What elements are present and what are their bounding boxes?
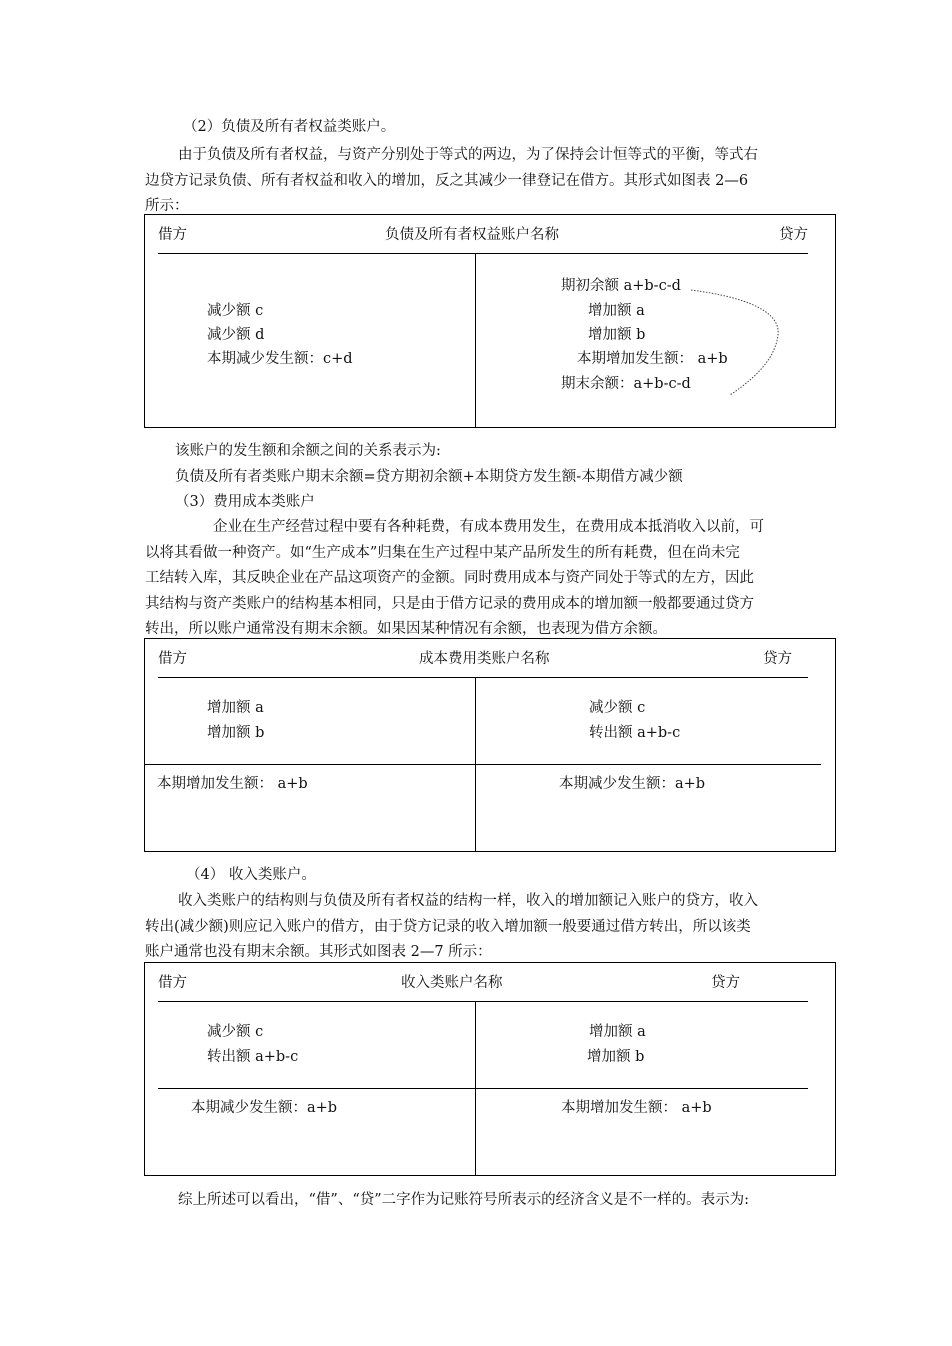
credit-label: 贷方 [779,227,808,243]
credit-entry: 转出额 a+b-c [589,725,681,741]
paragraph-line: 企业在生产经营过程中要有各种耗费，有成本费用发生，在费用成本抵消收入以前，可 [213,519,764,535]
debit-entry: 增加额 b [207,725,265,741]
account-title: 成本费用类账户名称 [419,651,550,667]
section-heading-3: （3）费用成本类账户 [175,494,315,510]
debit-label: 借方 [158,975,187,991]
credit-entry: 增加额 b [587,1049,645,1065]
paragraph-revenue-intro [145,889,851,966]
debit-total: 本期减少发生额：c+d [207,351,353,367]
paragraph-line: 其结构与资产类账户的结构基本相同，只是由于借方记录的费用成本的增加额一般都要通过贷方 [145,595,754,612]
account-title: 收入类账户名称 [401,975,503,991]
closing-sentence: 综上所述可以看出，“借”、“贷”二字作为记账符号所表示的经济含义是不一样的。表示为: [178,1192,750,1208]
debit-total: 本期增加发生额： a+b [157,776,308,792]
debit-entry: 减少额 c [207,1024,264,1040]
paragraph-line: 收入类账户的结构则与负债及所有者权益的结构一样，收入的增加额记入账户的贷方，收入 [178,893,758,909]
debit-entry: 增加额 a [207,700,264,716]
paragraph-line: 账户通常也没有期末余额。其形式如图表 2—7 所示： [145,944,492,960]
t-account-revenue [144,962,836,1176]
credit-entry: 增加额 a [588,303,645,319]
credit-label: 贷方 [763,651,792,667]
debit-label: 借方 [158,227,187,243]
opening-balance: 期初余额 a+b-c-d [561,278,681,294]
credit-entry: 增加额 b [588,327,646,343]
t-account-liability [144,214,836,428]
relation-formula: 负债及所有者类账户期末余额=贷方期初余额+本期贷方发生额-本期借方减少额 [175,469,683,485]
credit-total: 本期增加发生额： a+b [577,351,728,367]
closing-balance: 期末余额：a+b-c-d [561,376,691,392]
paragraph-line: 转出，所以账户通常没有期末余额。如果因某种情况有余额，也表现为借方余额。 [145,621,667,637]
credit-total: 本期减少发生额：a+b [559,776,706,792]
debit-entry: 减少额 c [207,303,264,319]
paragraph-line: 边贷方记录负债、所有者权益和收入的增加，反之其减少一律登记在借方。其形式如图表 2—6 [145,172,749,189]
debit-label: 借方 [158,651,187,667]
debit-entry: 转出额 a+b-c [207,1049,299,1065]
credit-entry: 增加额 a [589,1024,646,1040]
t-account-total-rule [145,764,821,765]
paragraph-liability-intro [145,143,851,220]
balance-flow-dotted-arrow [685,283,795,398]
paragraph-cost-intro [145,515,851,643]
debit-entry: 减少额 d [207,327,265,343]
section-heading-4: （4） 收入类账户。 [186,867,316,883]
debit-total: 本期减少发生额：a+b [191,1100,338,1116]
section-heading-2: （2）负债及所有者权益类账户。 [183,119,396,135]
paragraph-line: 转出(减少额)则应记入账户的借方，由于贷方记录的收入增加额一般要通过借方转出，所以该类 [145,918,751,935]
paragraph-line: 以将其看做一种资产。如“生产成本”归集在生产过程中某产品所发生的所有耗费，但在尚未完 [145,544,740,561]
t-account-top-rule [158,1001,808,1002]
t-account-total-rule [158,1088,808,1089]
paragraph-line: 所示： [145,198,189,214]
account-title: 负债及所有者权益账户名称 [385,227,559,243]
t-account-cost [144,638,836,852]
paragraph-line: 由于负债及所有者权益，与资产分别处于等式的两边，为了保持会计恒等式的平衡，等式右 [178,147,758,163]
t-account-center-rule [475,253,476,427]
credit-label: 贷方 [711,975,740,991]
t-account-top-rule [158,253,808,254]
credit-entry: 减少额 c [589,700,646,716]
paragraph-line: 工结转入库，其反映企业在产品这项资产的金额。同时费用成本与资产同处于等式的左方，因此 [145,570,754,586]
t-account-top-rule [158,677,808,678]
credit-total: 本期增加发生额： a+b [561,1100,712,1116]
relation-intro: 该账户的发生额和余额之间的关系表示为: [175,443,441,459]
